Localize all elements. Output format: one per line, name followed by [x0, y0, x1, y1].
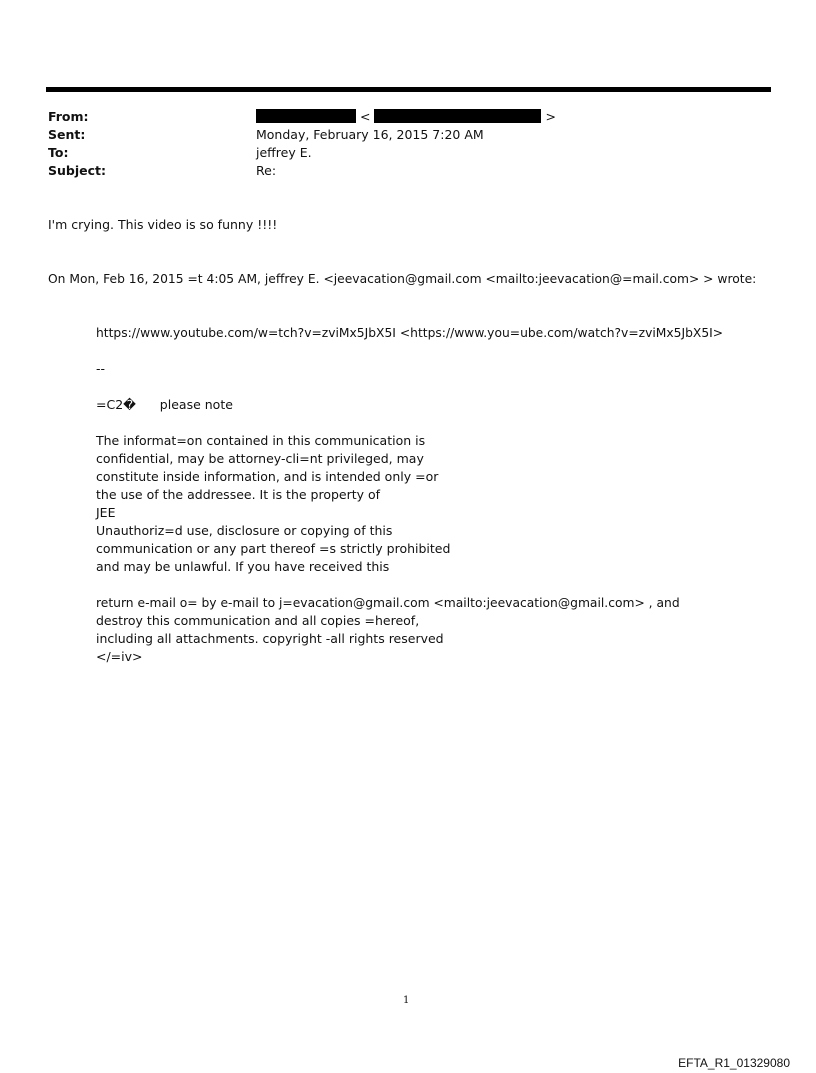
reply-text: I'm crying. This video is so funny !!!!	[48, 217, 278, 232]
disclaimer-line: confidential, may be attorney-cli=nt privileged, may	[96, 451, 424, 466]
sent-value: Monday, February 16, 2015 7:20 AM	[256, 127, 484, 142]
to-value: jeffrey E.	[256, 145, 312, 160]
redaction-bar-name	[256, 109, 356, 123]
please-note: =C2� please note	[96, 397, 233, 412]
page-number: 1	[403, 995, 410, 1006]
subject-label: Subject:	[48, 163, 106, 178]
sent-label: Sent:	[48, 127, 86, 142]
closing-line: </=iv>	[96, 649, 143, 664]
closing-line: including all attachments. copyright -all rights reserved	[96, 631, 444, 646]
subject-value: Re:	[256, 163, 277, 178]
video-link: https://www.youtube.com/w=tch?v=zviMx5JbX5I <https://www.you=ube.com/watch?v=zviMx5JbX5I>	[96, 326, 724, 340]
to-label: To:	[48, 145, 69, 160]
disclaimer-line: constitute inside information, and is intended only =or	[96, 469, 439, 484]
from-open-bracket: <	[359, 109, 371, 124]
disclaimer-line: Unauthoriz=d use, disclosure or copying of this	[96, 523, 393, 538]
from-label: From:	[48, 109, 89, 124]
signature-dashes: --	[96, 361, 106, 376]
from-close-bracket: >	[545, 109, 556, 124]
quote-intro: On Mon, Feb 16, 2015 =t 4:05 AM, jeffrey E. <jeevacation@gmail.com <mailto:jeevacation@=mail.com> > wrote:	[48, 272, 757, 286]
redaction-bar-email	[374, 109, 541, 123]
bates-number: EFTA_R1_01329080	[678, 1056, 790, 1070]
disclaimer-line: and may be unlawful. If you have received this	[96, 559, 390, 574]
closing-line: return e-mail o= by e-mail to j=evacation@gmail.com <mailto:jeevacation@gmail.com> , and	[96, 596, 680, 610]
disclaimer-line: communication or any part thereof =s strictly prohibited	[96, 541, 451, 556]
disclaimer-line: the use of the addressee. It is the property of	[96, 487, 381, 502]
disclaimer-line: JEE	[96, 505, 116, 520]
header-rule	[46, 87, 771, 92]
closing-line: destroy this communication and all copies =hereof,	[96, 613, 420, 628]
from-value	[256, 108, 556, 126]
disclaimer-line: The informat=on contained in this communication is	[96, 433, 426, 448]
